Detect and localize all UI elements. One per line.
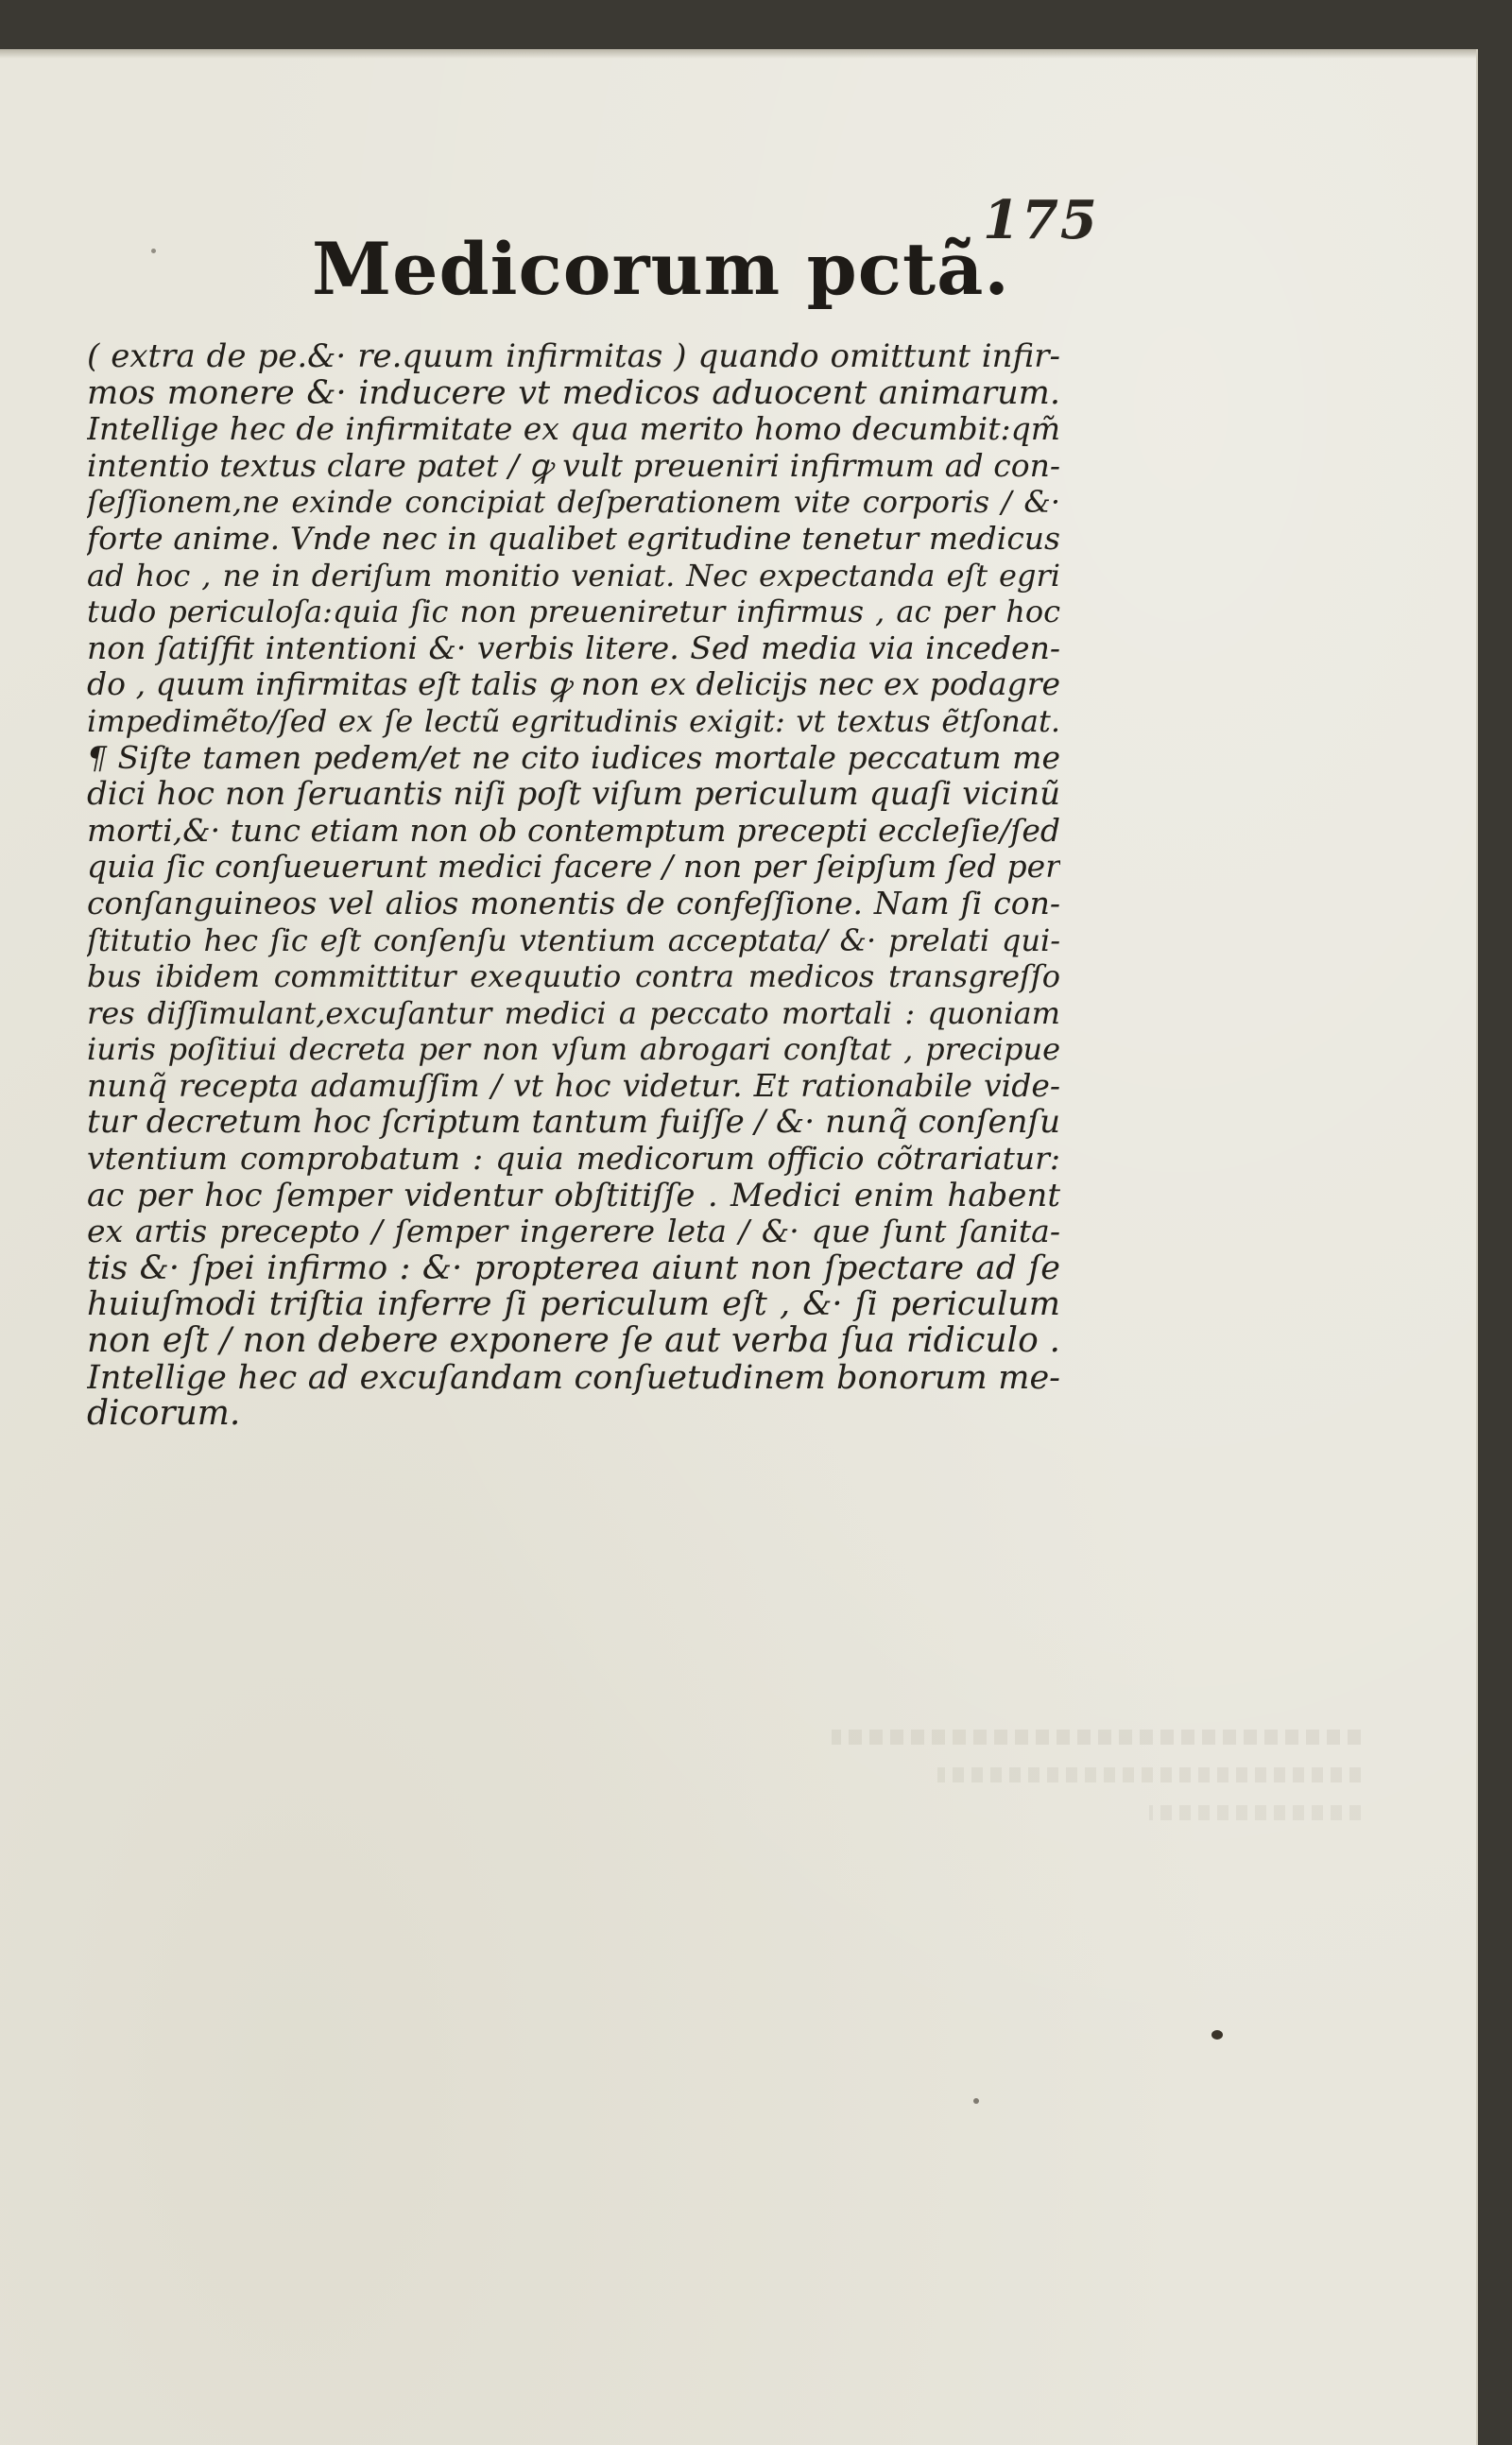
- text-line: Intellige hec de infirmitate ex qua merito homo decumbit:qm̃: [87, 411, 1060, 448]
- text-line: do , quum infirmitas eſt talis ꝙ non ex delicijs nec ex podagre: [87, 666, 1060, 703]
- text-line: conſanguineos vel alios monentis de confeſſione. Nam ſi con-: [87, 885, 1060, 921]
- text-line: quia ſic conſueuerunt medici facere / non per ſeipſum ſed per: [87, 849, 1060, 886]
- text-line: bus ibidem committitur exequutio contra medicos transgreſſo: [87, 958, 1060, 995]
- text-line: dici hoc non ſeruantis niſi poſt viſum periculum quaſi vicinũ: [87, 776, 1060, 813]
- text-line: impedimẽto/ſed ex ſe lectũ egritudinis exigit: vt textus ẽtſonat.: [87, 702, 1060, 739]
- text-line: morti,&· tunc etiam non ob contemptum precepti eccleſie/ſed: [87, 812, 1060, 849]
- ink-speck: [1211, 2030, 1223, 2040]
- page-edge-shadow: [0, 49, 1476, 59]
- ink-speck: [151, 249, 156, 253]
- text-line: ac per hoc ſemper videntur obſtitiſſe . Medici enim habent: [87, 1177, 1060, 1214]
- text-line: Intellige hec ad excuſandam conſuetudinem bonorum me-: [87, 1359, 1060, 1397]
- text-line: iuris poſitiui decreta per non vſum abrogari conſtat , precipue: [87, 1031, 1060, 1068]
- text-line: ſeſſionem,ne exinde concipiat deſperationem vite corporis / &·: [87, 484, 1060, 521]
- running-head: Medicorum pctã.: [312, 227, 1010, 311]
- text-line: non ſatiſfit intentioni &· verbis litere. Sed media via inceden-: [87, 629, 1060, 666]
- text-line: tur decretum hoc ſcriptum tantum fuiſſe / &· nunq̃ conſenſu: [87, 1104, 1060, 1142]
- text-line: ſtitutio hec ſic eſt conſenſu vtentium acceptata/ &· prelati qui-: [87, 921, 1060, 958]
- text-line: vtentium comprobatum : quia medicorum officio cõtrariatur:: [87, 1141, 1060, 1178]
- text-line: mos monere &· inducere vt medicos aduocent animarum.: [87, 374, 1060, 412]
- text-line: tis &· ſpei infirmo : &· propterea aiunt non ſpectare ad ſe: [87, 1249, 1060, 1287]
- text-line: non eſt / non debere exponere ſe aut verba ſua ridiculo .: [87, 1323, 1060, 1360]
- body-text: [87, 338, 1060, 1433]
- text-line: huiuſmodi triſtia inferre ſi periculum eſt , &· ſi periculum: [87, 1286, 1060, 1324]
- text-line: tudo periculoſa:quia ſic non preueniretur infirmus , ac per hoc: [87, 594, 1060, 630]
- text-line: ( extra de pe.&· re.quum infirmitas ) quando omittunt infir-: [87, 338, 1060, 375]
- text-line: dicorum.: [87, 1396, 241, 1433]
- text-line: intentio textus clare patet / ꝙ vult preueniri infirmum ad con-: [87, 447, 1060, 484]
- text-line: forte anime. Vnde nec in qualibet egritudine tenetur medicus: [87, 520, 1060, 557]
- text-line: ad hoc , ne in deriſum monitio veniat. Nec expectanda eſt egri: [87, 557, 1060, 594]
- text-line: ex artis precepto / ſemper ingerere leta / &· que ſunt ſanita-: [87, 1214, 1060, 1250]
- folio-number: 175: [983, 189, 1099, 251]
- text-line: nunq̃ recepta adamuſſim / vt hoc videtur. Et rationabile vide-: [87, 1067, 1060, 1104]
- text-line: ¶ Siſte tamen pedem/et ne cito iudices mortale peccatum me: [87, 739, 1060, 776]
- text-line: res diſſimulant,excuſantur medici a peccato mortali : quoniam: [87, 994, 1060, 1031]
- ink-speck: [973, 2098, 979, 2104]
- show-through-smudge: [832, 1730, 1361, 1820]
